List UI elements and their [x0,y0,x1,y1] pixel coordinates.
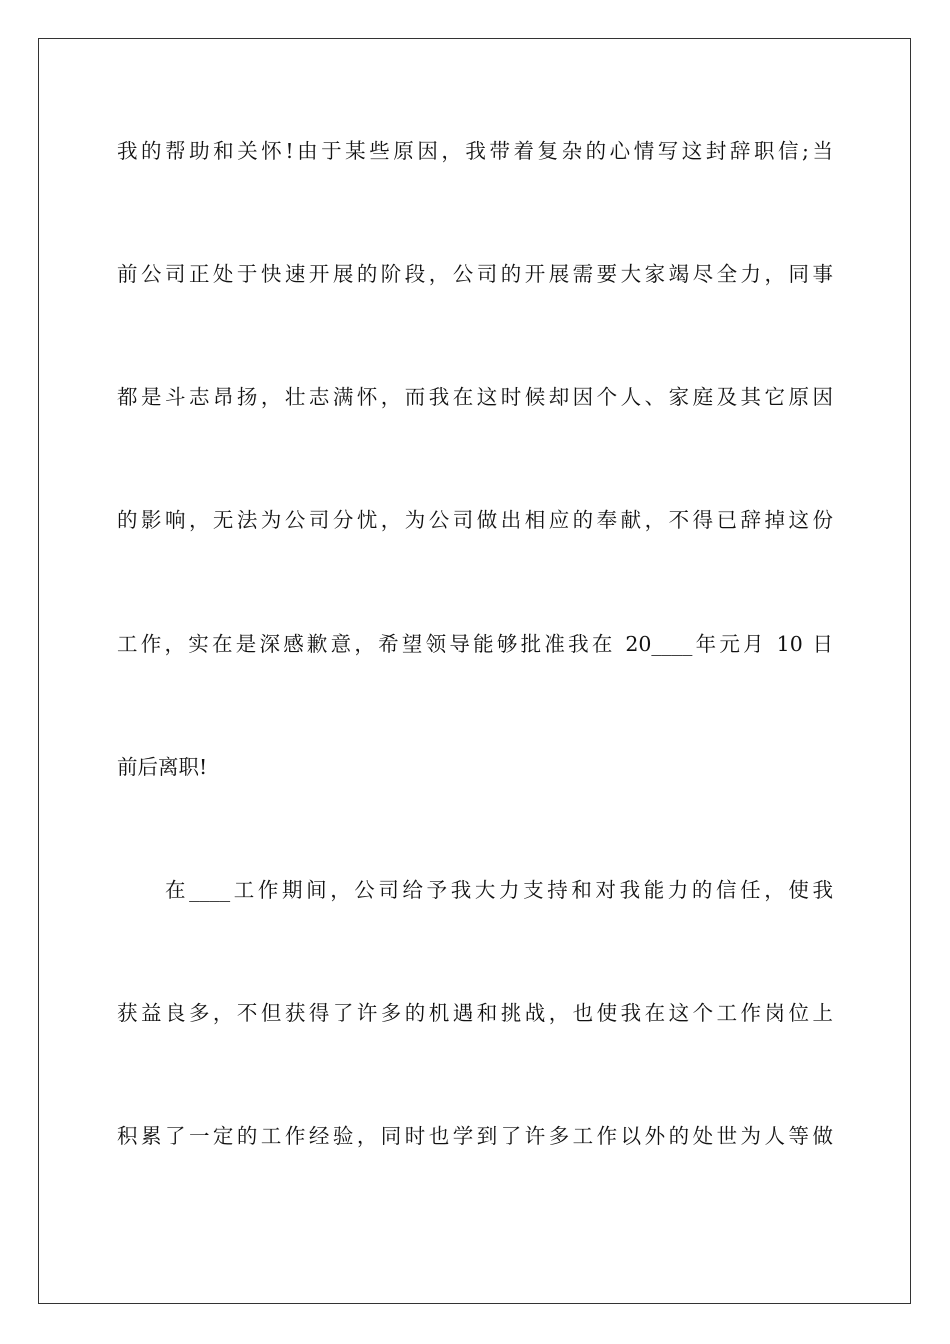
paragraph-line: 获益良多，不但获得了许多的机遇和挑战，也使我在这个工作岗位上 [117,1001,833,1025]
paragraph-line: 的影响，无法为公司分忧，为公司做出相应的奉献，不得已辞掉这份 [117,508,833,532]
paragraph-line: 我的帮助和关怀!由于某些原因，我带着复杂的心情写这封辞职信;当 [117,139,833,163]
paragraph-line: 前公司正处于快速开展的阶段，公司的开展需要大家竭尽全力，同事 [117,262,833,286]
paragraph-line: 前后离职! [117,755,208,779]
paragraph-line: 都是斗志昂扬，壮志满怀，而我在这时候却因个人、家庭及其它原因 [117,385,833,409]
page-border [38,38,911,1304]
paragraph-line: 积累了一定的工作经验，同时也学到了许多工作以外的处世为人等做 [117,1124,833,1148]
paragraph-line: 工作，实在是深感歉意，希望领导能够批准我在 20____年元月 10 日 [117,632,833,656]
paragraph-line: 在____工作期间，公司给予我大力支持和对我能力的信任，使我 [165,878,833,902]
